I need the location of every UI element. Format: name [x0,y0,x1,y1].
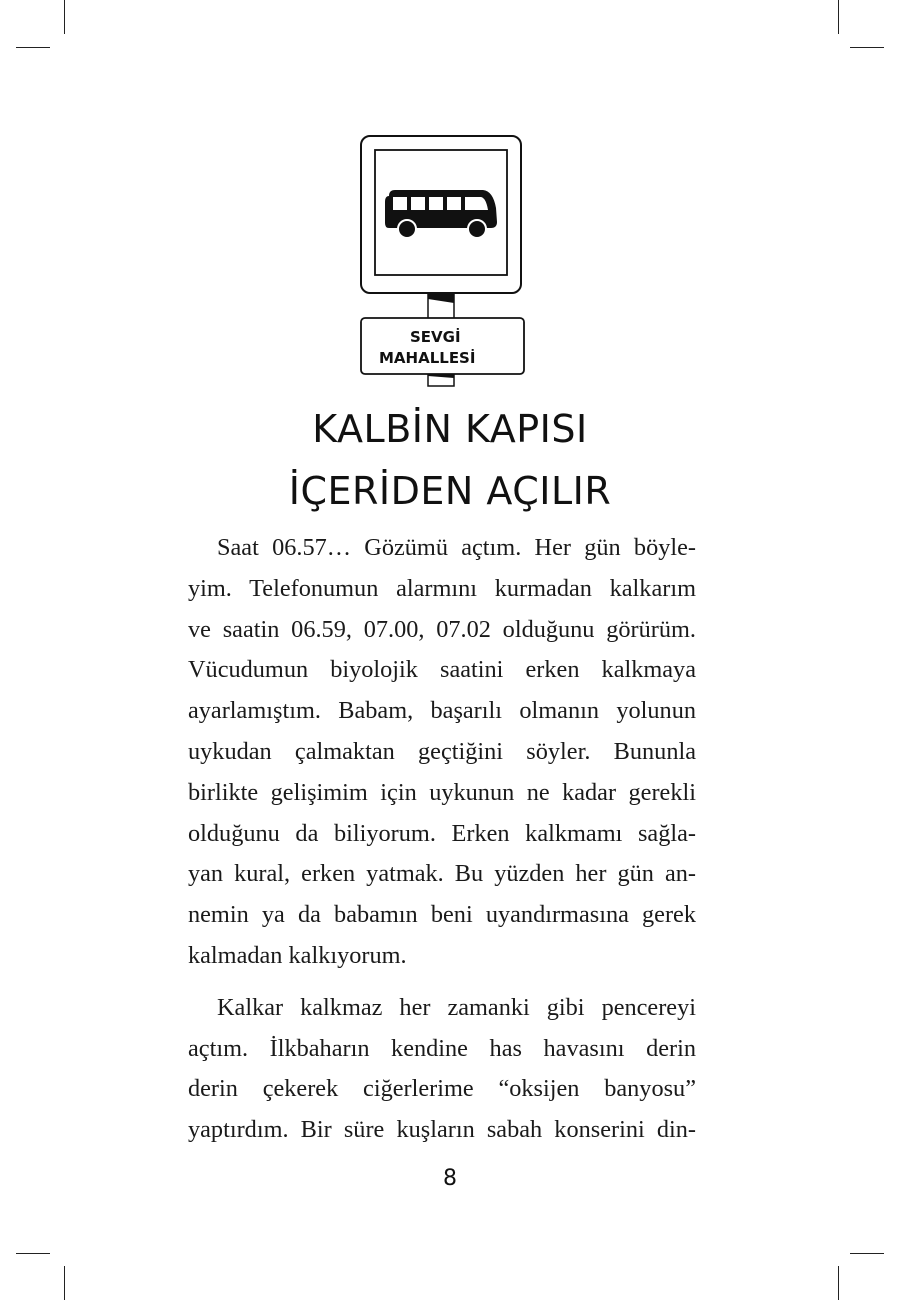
text-line: yim. Telefonumun alarmını kurmadan kalkarım [188,574,696,602]
paragraph-2 [188,988,696,1151]
bus-stop-sign-illustration [355,130,530,390]
crop-mark [64,1266,65,1300]
text-line: ve saatin 06.59, 07.00, 07.02 olduğunu görürüm. [188,615,696,643]
paragraph-1 [188,528,696,977]
text-line: birlikte gelişimim için uykunun ne kadar gerekli [188,778,696,806]
crop-mark [64,0,65,34]
text-line: Saat 06.57… Gözümü açtım. Her gün böyle- [217,534,696,561]
body-text [188,528,696,1151]
text-line: olduğunu da biliyorum. Erken kalkmamı sağla- [188,819,696,847]
crop-mark [838,1266,839,1300]
sign-label-line2: MAHALLESİ [379,349,476,367]
crop-mark [16,47,50,48]
page-number: 8 [443,1166,457,1191]
chapter-title [150,398,750,522]
sign-label-line1: SEVGİ [410,328,461,346]
text-line: açtım. İlkbaharın kendine has havasını derin [188,1034,696,1062]
crop-mark [16,1253,50,1254]
text-line: Vücudumun biyolojik saatini erken kalkmaya [188,656,696,684]
text-line: uykudan çalmaktan geçtiğini söyler. Bununla [188,737,696,765]
crop-mark [850,1253,884,1254]
text-line: nemin ya da babamın beni uyandırmasına gerek [188,901,696,929]
text-line: kalmadan kalkıyorum. [188,941,407,969]
text-line: yaptırdım. Bir süre kuşların sabah konserini din- [188,1116,696,1144]
text-line: ayarlamıştım. Babam, başarılı olmanın yolunun [188,697,696,725]
text-line: yan kural, erken yatmak. Bu yüzden her gün an- [188,860,696,888]
text-line: Kalkar kalkmaz her zamanki gibi pencereyi [217,993,696,1021]
chapter-title-line2: İÇERİDEN AÇILIR [288,469,612,513]
crop-mark [838,0,839,34]
chapter-title-line1: KALBİN KAPISI [312,407,588,451]
crop-mark [850,47,884,48]
text-line: derin çekerek ciğerlerime “oksijen banyosu” [188,1075,696,1103]
